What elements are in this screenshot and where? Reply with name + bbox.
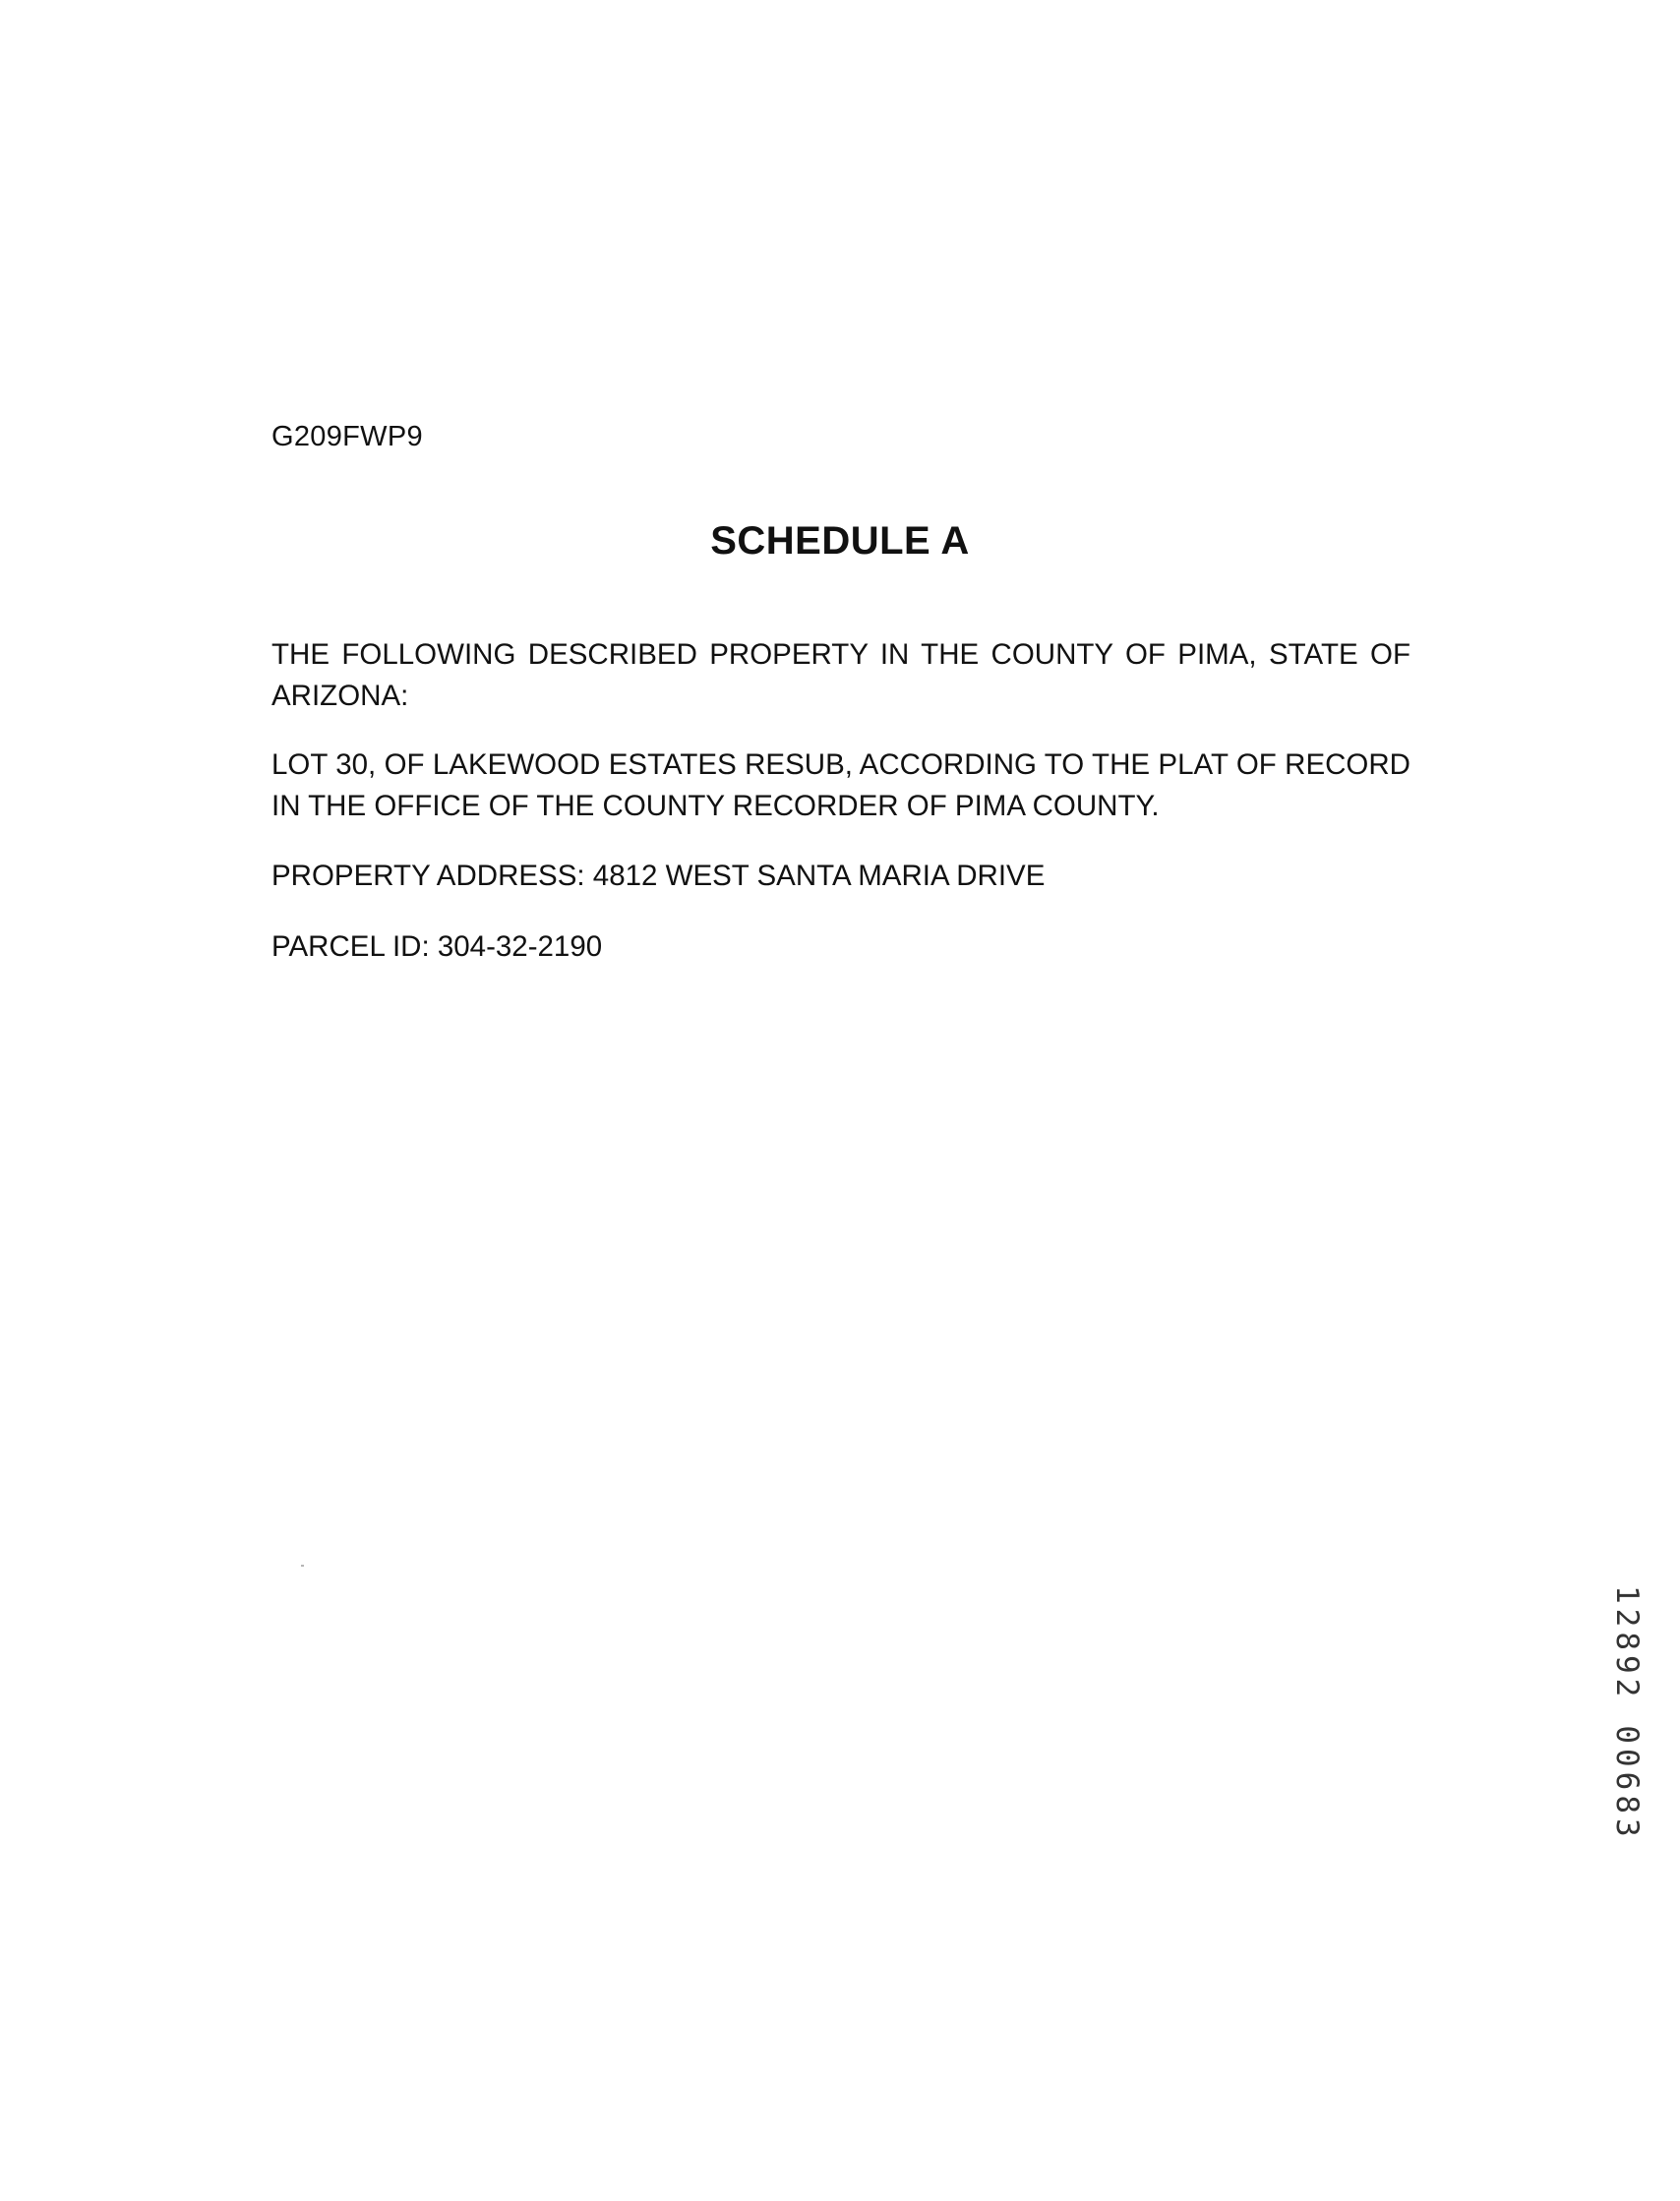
parcel-id: PARCEL ID: 304-32-2190 bbox=[271, 930, 603, 963]
legal-description: LOT 30, OF LAKEWOOD ESTATES RESUB, ACCORDING TO THE PLAT OF RECORD IN THE OFFICE OF THE COUNTY RECORDER OF PIMA COUNTY. bbox=[271, 748, 1410, 822]
property-description-intro: THE FOLLOWING DESCRIBED PROPERTY IN THE COUNTY OF PIMA, STATE OF ARIZONA: bbox=[271, 638, 1410, 712]
document-title bbox=[0, 519, 1680, 564]
scan-speck bbox=[301, 1565, 304, 1567]
recording-stamp bbox=[1605, 1585, 1645, 1861]
recording-page-number: 00683 bbox=[1609, 1725, 1645, 1842]
property-address: PROPERTY ADDRESS: 4812 WEST SANTA MARIA DRIVE bbox=[271, 860, 1046, 892]
document-code: G209FWP9 bbox=[271, 421, 423, 452]
recording-stamp-text bbox=[1609, 1585, 1645, 1842]
schedule-title: SCHEDULE A bbox=[710, 519, 970, 563]
recording-docket-number: 12892 bbox=[1609, 1585, 1645, 1702]
